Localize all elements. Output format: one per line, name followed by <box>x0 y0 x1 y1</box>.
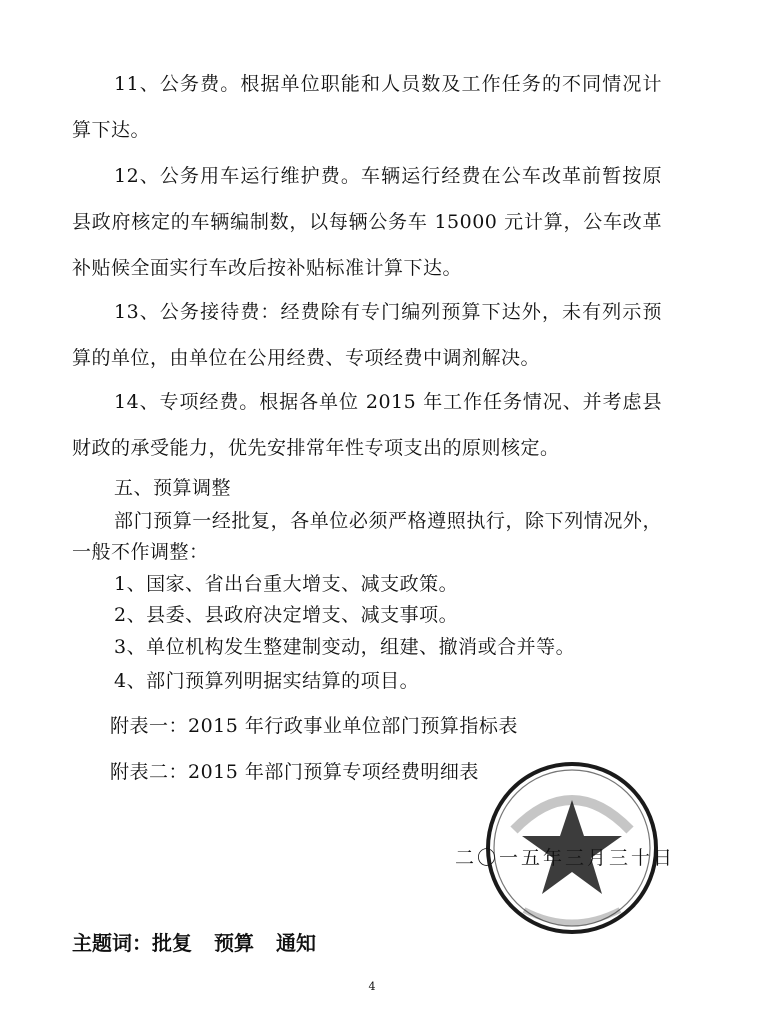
paragraph-11-line-1: 11、公务费。根据单位职能和人员数及工作任务的不同情况计 <box>114 73 662 95</box>
paragraph-12-line-2: 县政府核定的车辆编制数，以每辆公务车 15000 元计算，公车改革 <box>72 211 662 233</box>
issue-date: 二〇一五年三月三十日 <box>455 847 676 869</box>
subject-keywords <box>72 930 338 956</box>
list-item-4: 4、部门预算列明据实结算的项目。 <box>114 670 420 692</box>
keyword-notice: 通知 <box>276 931 316 955</box>
list-item-3: 3、单位机构发生整建制变动，组建、撤消或合并等。 <box>114 636 576 658</box>
paragraph-12-line-1: 12、公务用车运行维护费。车辆运行经费在公车改革前暂按原 <box>114 165 662 187</box>
paragraph-13-line-2: 算的单位，由单位在公用经费、专项经费中调剂解决。 <box>72 347 541 369</box>
section-heading-budget-adjustment: 五、预算调整 <box>114 477 232 499</box>
keywords-label: 主题词： <box>72 931 152 955</box>
list-item-2: 2、县委、县政府决定增支、减支事项。 <box>114 604 459 626</box>
paragraph-14-line-2: 财政的承受能力，优先安排常年性专项支出的原则核定。 <box>72 437 560 459</box>
paragraph-11-line-2: 算下达。 <box>72 119 151 141</box>
list-item-1: 1、国家、省出台重大增支、减支政策。 <box>114 573 459 595</box>
page-number: 4 <box>368 980 376 993</box>
keyword-budget: 预算 <box>214 931 254 955</box>
attachment-2: 附表二：2015 年部门预算专项经费明细表 <box>110 761 479 783</box>
paragraph-13-line-1: 13、公务接待费：经费除有专门编列预算下达外，未有列示预 <box>114 301 662 323</box>
paragraph-12-line-3: 补贴候全面实行车改后按补贴标准计算下达。 <box>72 257 463 279</box>
paragraph-14-line-1: 14、专项经费。根据各单位 2015 年工作任务情况、并考虑县 <box>114 391 662 413</box>
paragraph-adjustment-line-1: 部门预算一经批复，各单位必须严格遵照执行，除下列情况外， <box>114 510 662 532</box>
paragraph-adjustment-line-2: 一般不作调整： <box>72 541 209 563</box>
keyword-approval: 批复 <box>152 931 192 955</box>
attachment-1: 附表一：2015 年行政事业单位部门预算指标表 <box>110 715 518 737</box>
